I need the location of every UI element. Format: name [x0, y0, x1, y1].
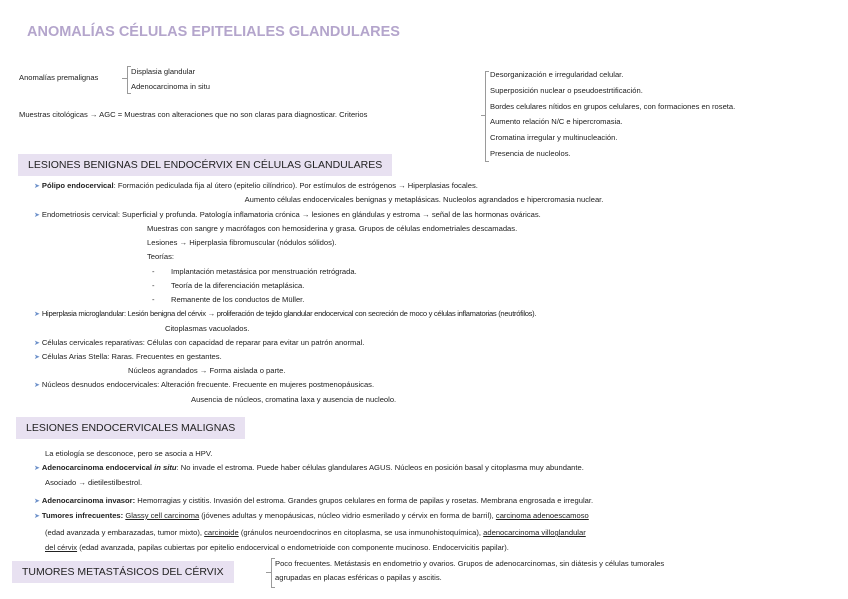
- nucleos-cont: Ausencia de núcleos, cromatina laxa y ausencia de nucleolo.: [191, 395, 397, 404]
- adeno-endocervical-cont: Asociado → dietilestilbestrol.: [45, 478, 143, 487]
- endometriosis-cont: Lesiones → Hiperplasia fibromuscular (nódulos sólidos).: [147, 238, 337, 247]
- bullet-arrow-icon: ➤: [34, 513, 40, 520]
- page-title: ANOMALÍAS CÉLULAS EPITELIALES GLANDULARES: [27, 24, 400, 40]
- polipo-cont: Aumento células endocervicales benignas y metaplásicas. Nucleolos agrandados e hipercromasia nuclear.: [244, 195, 604, 204]
- text-segment: (jóvenes adultas y menopáusicas, núcleo vidrio esmerilado y cérvix en forma de barril),: [199, 511, 496, 520]
- arias-text: Células Arias Stella: Raras. Frecuentes en gestantes.: [41, 352, 222, 361]
- text-segment: : No invade el estroma. Puede haber células glandulares AGUS. Núcleos en posición basal y citoplasma muy abundante.: [176, 463, 584, 472]
- hiperplasia-item: [34, 307, 536, 322]
- criterio-item: Desorganización e irregularidad celular.: [490, 70, 624, 79]
- teoria-dash: -: [152, 267, 155, 276]
- text-segment: Tumores infrecuentes:: [41, 511, 124, 520]
- bullet-arrow-icon: ➤: [34, 382, 40, 389]
- metastasicos-text-l1: Poco frecuentes. Metástasis en endometrio y ovarios. Grupos de adenocarcinomas, sin diátesis y células tumorales: [275, 559, 665, 568]
- text-segment: carcinoma adenoescamoso: [495, 511, 589, 520]
- text-segment: (gránulos neuroendocrinos en citoplasma, se usa inmunohistoquímica),: [238, 528, 484, 537]
- text-segment: : Formación pediculada fija al útero (epitelio cilíndrico). Por estímulos de estrógenos → Hiperplasias focales.: [113, 181, 478, 190]
- arias-item: [34, 350, 222, 365]
- text-segment: carcinoide: [204, 528, 239, 537]
- text-segment: in situ: [154, 463, 177, 472]
- text-segment: Hemorragias y cistitis. Invasión del estroma. Grandes grupos celulares en forma de papilas y rosetas. Membrana engrosada e irregular.: [135, 496, 594, 505]
- text-segment: Adenocarcinoma endocervical: [41, 463, 155, 472]
- hiperplasia-cont: Citoplasmas vacuolados.: [165, 324, 250, 333]
- adeno-endocervical-text: [42, 463, 584, 472]
- polipo-item: [34, 179, 478, 194]
- section-heading-metastasicos: TUMORES METASTÁSICOS DEL CÉRVIX: [12, 561, 234, 583]
- adeno-invasor-text: [42, 496, 593, 505]
- text-segment: (edad avanzada y embarazadas, tumor mixto),: [45, 528, 205, 537]
- text-segment: del cérvix: [45, 543, 78, 552]
- tumores-text-l1: [42, 511, 589, 520]
- premalignas-label: Anomalías premalignas: [19, 73, 99, 82]
- hiperplasia-text: Hiperplasia microglandular: Lesión benigna del cérvix → proliferación de tejido glandular endocervical con secreción de moco y células inflamatorias (neutrófilos).: [41, 309, 537, 318]
- teoria-item: Remanente de los conductos de Müller.: [171, 295, 305, 304]
- bullet-arrow-icon: ➤: [34, 212, 40, 219]
- criterios-list: [490, 68, 830, 162]
- teoria-dash: -: [152, 295, 155, 304]
- malignas-intro: La etiología se desconoce, pero se asocia a HPV.: [45, 449, 213, 458]
- text-segment: (edad avanzada, papilas cubiertas por epitelio endocervical o endometrioide con componente mucinoso. Endocervicitis papilar).: [77, 543, 509, 552]
- adeno-endocervical-item: [34, 461, 584, 476]
- endometriosis-text: Endometriosis cervical: Superficial y profunda. Patología inflamatoria crónica → lesiones en glándulas y estroma → señal de las hormonas ováricas.: [41, 210, 541, 219]
- teorias-label: Teorías:: [147, 252, 175, 261]
- endometriosis-cont: Muestras con sangre y macrófagos con hemosiderina y grasa. Grupos de células endometriales descamadas.: [147, 224, 518, 233]
- text-segment: adenocarcinoma villoglandular: [483, 528, 586, 537]
- bullet-arrow-icon: ➤: [34, 340, 40, 347]
- endometriosis-item: [34, 208, 541, 223]
- criterios-bracket: [485, 71, 489, 162]
- metastasicos-text-l2: agrupadas en placas esféricas o papilas y ascitis.: [275, 573, 442, 582]
- bullet-arrow-icon: ➤: [34, 183, 40, 190]
- bullet-arrow-icon: ➤: [34, 465, 40, 472]
- tumores-text-l2: [45, 526, 586, 540]
- nucleos-item: [34, 378, 374, 393]
- text-segment: Glassy cell carcinoma: [125, 511, 200, 520]
- tumores-infrecuentes-item: [34, 509, 589, 524]
- text-segment: Pólipo endocervical: [41, 181, 114, 190]
- adeno-invasor-item: [34, 494, 593, 509]
- teoria-item: Teoría de la diferenciación metaplásica.: [171, 281, 305, 290]
- nucleos-text: Núcleos desnudos endocervicales: Alteración frecuente. Frecuente en mujeres postmenopáusicas.: [41, 380, 375, 389]
- teoria-item: Implantación metastásica por menstruación retrógrada.: [171, 267, 357, 276]
- bullet-arrow-icon: ➤: [34, 354, 40, 361]
- polipo-text: [42, 181, 478, 190]
- section-heading-malignas: LESIONES ENDOCERVICALES MALIGNAS: [16, 417, 245, 439]
- tumores-text-l3: [45, 541, 509, 555]
- criterio-item: Presencia de nucleolos.: [490, 149, 571, 158]
- reparativas-item: [34, 336, 364, 351]
- criterio-item: Cromatina irregular y multinucleación.: [490, 133, 618, 143]
- premalignas-item: Adenocarcinoma in situ: [131, 82, 210, 91]
- premalignas-item: Displasia glandular: [131, 67, 196, 76]
- bullet-arrow-icon: ➤: [34, 311, 40, 318]
- section-heading-benignas: LESIONES BENIGNAS DEL ENDOCÉRVIX EN CÉLULAS GLANDULARES: [18, 154, 392, 176]
- reparativas-text: Células cervicales reparativas: Células con capacidad de reparar para evitar un patrón anormal.: [41, 338, 365, 347]
- criterio-item: Aumento relación N/C e hipercromasia.: [490, 117, 623, 127]
- bullet-arrow-icon: ➤: [34, 498, 40, 505]
- arias-cont: Núcleos agrandados → Forma aislada o parte.: [128, 366, 286, 375]
- teoria-dash: -: [152, 281, 155, 290]
- text-segment: Adenocarcinoma invasor:: [41, 496, 136, 505]
- criterio-item: Bordes celulares nítidos en grupos celulares, con formaciones en roseta.: [490, 101, 736, 111]
- muestras-text: Muestras citológicas → AGC = Muestras con alteraciones que no son claras para diagnosticar. Criterios: [19, 110, 368, 119]
- criterio-item: Superposición nuclear o pseudoestrtificación.: [490, 85, 643, 95]
